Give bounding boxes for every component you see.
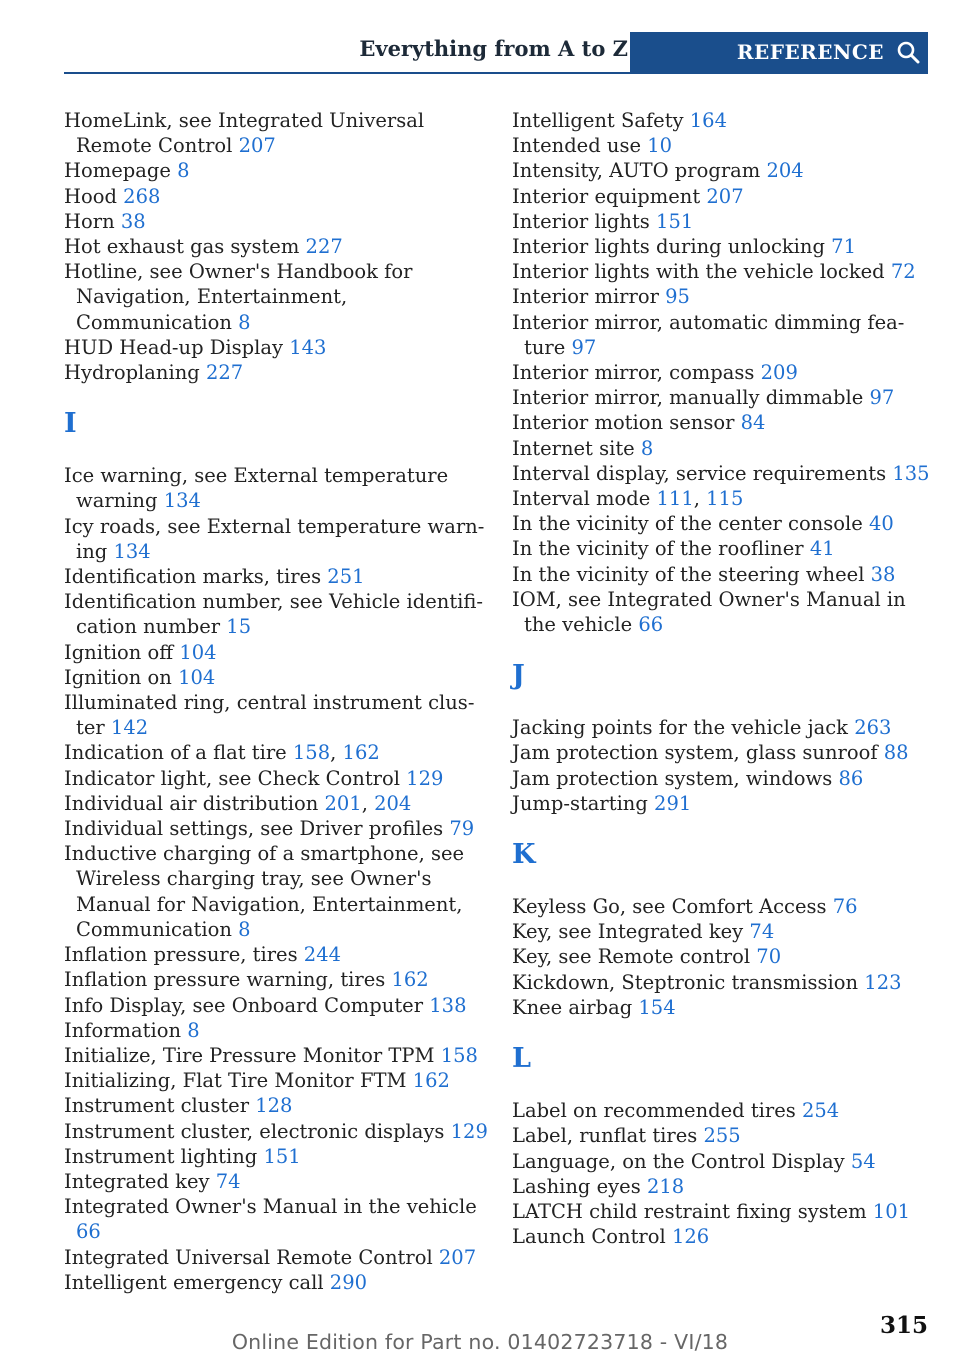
index-entry-term: Intended use	[512, 134, 642, 158]
index-entry	[64, 259, 489, 335]
page-link[interactable]: 134	[113, 539, 151, 563]
page-link[interactable]: 72	[890, 260, 916, 284]
page-number: 315	[879, 1312, 928, 1339]
index-entry	[64, 993, 489, 1018]
index-entry-term: Instrument cluster	[64, 1094, 250, 1118]
index-entry	[512, 791, 932, 816]
page-link[interactable]: 15	[226, 615, 252, 639]
index-entry-term: In the vicinity of the roofliner	[512, 537, 804, 561]
index-entry	[64, 360, 489, 385]
footer-edition: Online Edition for Part no. 01402723718 - VI/18	[231, 1330, 729, 1354]
index-letter-heading: K	[512, 839, 536, 871]
index-entry	[512, 1224, 932, 1249]
index-entry	[64, 209, 489, 234]
index-entry	[64, 690, 489, 740]
page-link[interactable]: 142	[110, 716, 149, 740]
index-entry-term: Hot exhaust gas system	[64, 235, 300, 259]
index-entry	[512, 385, 932, 410]
page-link[interactable]: 97	[869, 386, 895, 410]
index-entry	[512, 410, 932, 435]
index-entry	[64, 1018, 489, 1043]
index-entry	[512, 766, 932, 791]
index-entry-term: Inflation pressure warning, tires	[64, 968, 386, 992]
page-link[interactable]: 104	[178, 665, 216, 689]
index-entry	[512, 310, 932, 360]
index-entry	[512, 1098, 932, 1123]
page-link[interactable]: 218	[646, 1174, 685, 1198]
index-entry-term: Identification marks, tires	[64, 565, 322, 589]
index-entry	[512, 436, 932, 461]
index-entry-term: IOM, see Integrated Owner's Manual in the vehicle	[512, 587, 906, 637]
index-entry-term: Jump-starting	[512, 791, 648, 815]
index-entry-term: LATCH child restraint fixing system	[512, 1199, 867, 1223]
index-entry-term: Interior mirror	[512, 285, 659, 309]
index-entry	[64, 1245, 489, 1270]
page-link[interactable]: 104	[179, 640, 217, 664]
index-entry	[64, 640, 489, 665]
page-link[interactable]: 244	[303, 943, 342, 967]
index-entry	[512, 894, 932, 919]
index-entry-term: Internet site	[512, 436, 635, 460]
index-entry-term: Launch Control	[512, 1225, 666, 1249]
page-link[interactable]: 128	[255, 1094, 293, 1118]
page-link[interactable]: 38	[870, 562, 896, 586]
index-entry-term: Kickdown, Steptronic transmission	[512, 970, 859, 994]
page-link[interactable]: 10	[647, 134, 673, 158]
index-entry	[512, 511, 932, 536]
page-link[interactable]: 151	[656, 209, 694, 233]
index-entry-term: Interior lights	[512, 209, 650, 233]
page-link[interactable]: 40	[869, 512, 894, 536]
reference-tab-label: REFERENCE	[736, 40, 884, 64]
index-entry-term: Jam protection system, glass sunroof	[512, 741, 878, 765]
page-link[interactable]: 204	[374, 791, 412, 815]
index-entry	[64, 108, 489, 158]
index-letter-heading: L	[512, 1043, 531, 1075]
page-link[interactable]: 8	[177, 159, 190, 183]
index-entry-term: Hydroplaning	[64, 361, 200, 385]
index-entry	[64, 1068, 489, 1093]
index-entry-term: Interior lights during unlocking	[512, 235, 825, 259]
index-entry-term: Label on recommended tires	[512, 1099, 796, 1123]
running-header	[64, 32, 928, 74]
index-entry	[512, 995, 932, 1020]
page-link[interactable]: 201	[324, 791, 362, 815]
index-entry-term: Inflation pressure, tires	[64, 943, 298, 967]
index-entry-term: HUD Head-up Display	[64, 335, 283, 359]
index-entry	[512, 284, 932, 309]
page-link[interactable]: 66	[76, 1220, 101, 1244]
page-link[interactable]: 134	[163, 489, 201, 513]
index-entry	[64, 942, 489, 967]
page-link[interactable]: 135	[892, 461, 930, 485]
page-link[interactable]: 268	[123, 184, 161, 208]
page-link[interactable]: 126	[671, 1225, 710, 1249]
index-entry-term: Hotline, see Owner's Handbook for Navigation, Entertainment, Communication	[64, 260, 413, 334]
index-entry-term: Interior mirror, manually dimmable	[512, 386, 864, 410]
index-entry	[512, 562, 932, 587]
page-link[interactable]: 158	[292, 741, 331, 765]
index-entry	[64, 841, 489, 942]
page-link[interactable]: 138	[429, 993, 467, 1017]
page-link[interactable]: 162	[412, 1069, 450, 1093]
page-link[interactable]: 123	[864, 970, 902, 994]
index-entry	[512, 1174, 932, 1199]
index-entry	[64, 514, 489, 564]
index-entry	[64, 589, 489, 639]
index-entry-term: Interior mirror, automatic dimming feature	[512, 310, 905, 359]
page-link[interactable]: 79	[449, 817, 475, 841]
page-link[interactable]: 207	[238, 134, 276, 158]
page-link[interactable]: 143	[289, 335, 327, 359]
index-column-right	[512, 108, 932, 1249]
index-entry	[512, 259, 932, 284]
index-entry-term: Info Display, see Onboard Computer	[64, 993, 424, 1017]
index-entry-term: Initialize, Tire Pressure Monitor TPM	[64, 1043, 435, 1067]
page-link[interactable]: 97	[571, 335, 597, 359]
index-entry	[64, 967, 489, 992]
index-entry-term: In the vicinity of the steering wheel	[512, 562, 865, 586]
index-entry-term: Identification number, see Vehicle identification number	[64, 590, 483, 639]
index-entry-term: Ice warning, see External temperature warning	[64, 464, 449, 513]
index-entry-term: Intelligent emergency call	[64, 1270, 324, 1294]
index-entry-term: Horn	[64, 209, 115, 233]
page-link[interactable]: 70	[756, 945, 782, 969]
index-entry-term: Interval mode	[512, 487, 651, 511]
index-entry-term: Integrated Universal Remote Control	[64, 1245, 433, 1269]
index-entry	[512, 360, 932, 385]
index-entry	[512, 740, 932, 765]
index-entry	[512, 919, 932, 944]
page-link[interactable]: 129	[406, 766, 444, 790]
index-letter-heading: I	[64, 408, 77, 440]
page-link[interactable]: 162	[342, 741, 380, 765]
index-entry	[64, 816, 489, 841]
page-link[interactable]: 164	[689, 109, 727, 132]
page-link[interactable]: 227	[205, 361, 244, 385]
index-entry-term: Illuminated ring, central instrument cluster	[64, 691, 475, 740]
index-entry-term: HomeLink, see Integrated Universal Remote Control	[64, 109, 425, 158]
index-entry	[512, 944, 932, 969]
index-entry-term: Interior motion sensor	[512, 411, 735, 435]
index-entry	[512, 970, 932, 995]
index-entry-term: Interval display, service requirements	[512, 461, 887, 485]
page-link[interactable]: 74	[749, 920, 775, 944]
index-entry-term: Information	[64, 1018, 182, 1042]
index-entry-term: Individual settings, see Driver profiles	[64, 817, 444, 841]
page-link[interactable]: 207	[438, 1245, 477, 1269]
index-entry-term: Ignition on	[64, 665, 172, 689]
index-entry	[64, 564, 489, 589]
page-link[interactable]: 227	[305, 235, 343, 259]
page-link[interactable]: 209	[760, 361, 798, 385]
index-entry	[64, 1119, 489, 1144]
index-entry	[64, 1093, 489, 1118]
page-link[interactable]: 8	[238, 917, 251, 941]
page-link[interactable]: 88	[883, 741, 909, 765]
index-entry-term: Jam protection system, windows	[512, 766, 833, 790]
page-link[interactable]: 162	[391, 968, 429, 992]
page-link[interactable]: 101	[872, 1199, 911, 1223]
section-title: Everything from A to Z	[359, 36, 628, 61]
index-entry	[512, 184, 932, 209]
index-entry	[512, 234, 932, 259]
index-entry	[512, 715, 932, 740]
index-entry-term: Key, see Remote control	[512, 945, 751, 969]
index-entry	[512, 108, 932, 133]
index-entry	[512, 1199, 932, 1224]
index-entry: Indication of a flat tire 158, 162	[64, 741, 380, 765]
index-entry	[64, 234, 489, 259]
index-entry: Interval mode 111, 115	[512, 487, 744, 511]
index-entry-term: In the vicinity of the center console	[512, 512, 863, 536]
index-entry-term: Instrument cluster, electronic displays	[64, 1119, 445, 1143]
index-entry-term: Knee airbag	[512, 995, 633, 1019]
index-entry-term: Intelligent Safety	[512, 109, 684, 132]
index-entry	[64, 1043, 489, 1068]
index-entry	[512, 133, 932, 158]
page-link[interactable]: 111	[656, 487, 694, 511]
page-link[interactable]: 207	[706, 184, 744, 208]
index-entry-term: Interior lights with the vehicle locked	[512, 260, 885, 284]
index-entry-term: Indicator light, see Check Control	[64, 766, 400, 790]
index-entry-term: Intensity, AUTO program	[512, 159, 761, 183]
page-link[interactable]: 154	[638, 995, 676, 1019]
index-entry	[64, 184, 489, 209]
index-entry-term: Icy roads, see External temperature warning	[64, 514, 485, 563]
index-entry	[64, 1169, 489, 1194]
index-entry	[64, 1194, 489, 1244]
index-entry	[64, 665, 489, 690]
index-entry-term: Inductive charging of a smartphone, see Wireless charging tray, see Owner's Manual for Navigation, Entertainment, Communication	[64, 842, 465, 941]
index-entry-term: Lashing eyes	[512, 1174, 641, 1198]
index-entry-term: Key, see Integrated key	[512, 920, 744, 944]
index-entry-term: Indication of a flat tire	[64, 741, 287, 765]
index-entry: Individual air distribution 201, 204	[64, 791, 412, 815]
page-link[interactable]: 8	[187, 1018, 200, 1042]
index-entry	[512, 209, 932, 234]
page-link[interactable]: 66	[638, 613, 664, 637]
index-entry	[512, 1149, 932, 1174]
index-entry-term: Interior equipment	[512, 184, 701, 208]
page-link[interactable]: 84	[740, 411, 766, 435]
page-link[interactable]: 263	[854, 716, 892, 740]
index-entry-term: Language, on the Control Display	[512, 1149, 845, 1173]
index-entry-term: Label, runflat tires	[512, 1124, 698, 1148]
page-link[interactable]: 8	[640, 436, 654, 460]
index-entry	[512, 536, 932, 561]
index-entry-term: Interior mirror, compass	[512, 361, 755, 385]
index-entry-term: Initializing, Flat Tire Monitor FTM	[64, 1069, 407, 1093]
page-link[interactable]: 158	[440, 1043, 478, 1067]
page-link[interactable]: 76	[832, 895, 858, 919]
page-link[interactable]: 251	[327, 565, 365, 589]
index-entry	[64, 1270, 489, 1295]
page-link[interactable]: 86	[838, 766, 864, 790]
index-letter-heading: J	[512, 660, 525, 692]
index-column-left	[64, 108, 489, 1295]
page-link[interactable]: 38	[120, 209, 146, 233]
index-entry-term: Keyless Go, see Comfort Access	[512, 895, 827, 919]
index-entry	[512, 587, 932, 637]
page-link[interactable]: 74	[215, 1169, 241, 1193]
index-entry-term: Jacking points for the vehicle jack	[512, 716, 848, 740]
index-entry-term: Individual air distribution	[64, 791, 319, 815]
index-entry-term: Ignition off	[64, 640, 174, 664]
reference-tab	[630, 32, 928, 72]
index-entry	[512, 158, 932, 183]
page-link[interactable]: 71	[831, 235, 856, 259]
index-entry	[512, 461, 932, 486]
page-link[interactable]: 41	[809, 537, 835, 561]
page-link[interactable]: 290	[329, 1270, 368, 1294]
index-entry	[512, 1123, 932, 1148]
index-entry	[64, 766, 489, 791]
index-entry	[64, 1144, 489, 1169]
index-entry-term: Integrated Owner's Manual in the vehicle	[64, 1195, 477, 1219]
page-link[interactable]: 8	[238, 310, 251, 334]
index-entry-term: Instrument lighting	[64, 1144, 258, 1168]
search-icon	[896, 40, 920, 64]
page-link[interactable]: 204	[766, 159, 804, 183]
page-link[interactable]: 291	[654, 791, 692, 815]
page-link[interactable]: 151	[263, 1144, 301, 1168]
index-entry-term: Integrated key	[64, 1169, 210, 1193]
page-link[interactable]: 95	[665, 285, 690, 309]
index-entry	[64, 158, 489, 183]
index-entry-term: Homepage	[64, 159, 171, 183]
index-entry	[64, 335, 489, 360]
page-link[interactable]: 129	[450, 1119, 488, 1143]
index-entry	[64, 463, 489, 513]
page-link[interactable]: 255	[703, 1124, 741, 1148]
page-link[interactable]: 254	[801, 1099, 840, 1123]
page-link[interactable]: 115	[706, 487, 744, 511]
index-entry-term: Hood	[64, 184, 117, 208]
page-link[interactable]: 54	[850, 1149, 876, 1173]
